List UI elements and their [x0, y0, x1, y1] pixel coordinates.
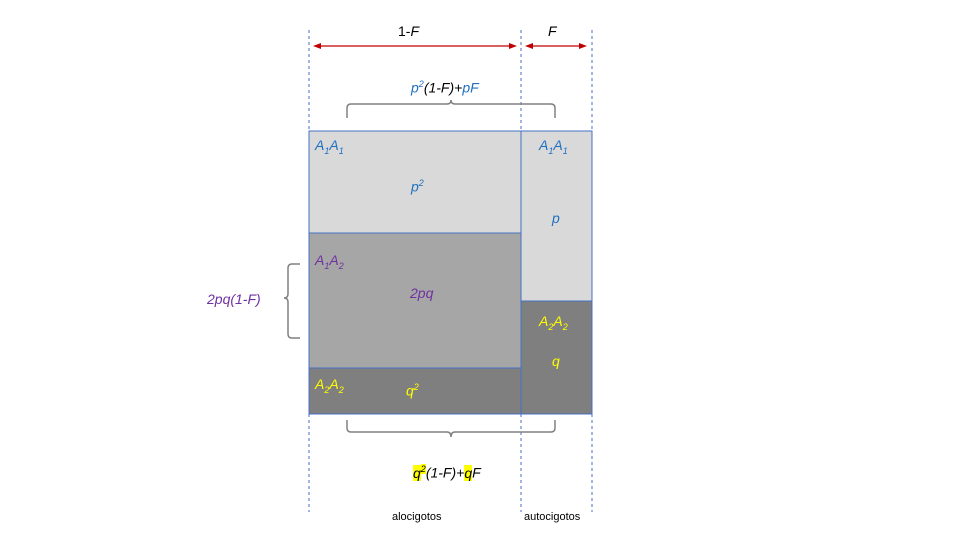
arrow-f [525, 43, 587, 49]
formula-bottom: $q^2(1-F)+qF$ [413, 464, 481, 481]
genotype-a1a1-right: $A_1A_1$ [539, 137, 568, 156]
frequency-p: p [552, 210, 560, 226]
frequency-p2: $p^2$ [411, 178, 424, 195]
frequency-2pq: 2pq [410, 285, 434, 301]
genotype-a1a1-left: $A_1A_1$ [315, 137, 344, 156]
formula-top: $p^2(1-F)+pF$ [411, 79, 479, 96]
label-alocigotos: alocigotos [392, 511, 442, 523]
label-f: F [548, 23, 557, 39]
arrow-one-minus-f [313, 43, 517, 49]
brace-left [284, 264, 300, 338]
label-one-minus-f: 1-F [398, 23, 420, 39]
formula-left: 2pq(1-F) [207, 291, 261, 307]
genotype-a2a2-left: $A_2A_2$ [315, 376, 344, 395]
genotype-a2a2-right: $A_2A_2$ [539, 313, 568, 332]
genotype-a1a2: $A_1A_2$ [315, 252, 344, 271]
label-autocigotos: autocigotos [524, 511, 581, 523]
frequency-q: q [552, 353, 560, 369]
brace-bottom [347, 420, 555, 437]
brace-top [347, 100, 555, 118]
frequency-q2: $q^2$ [406, 382, 419, 399]
